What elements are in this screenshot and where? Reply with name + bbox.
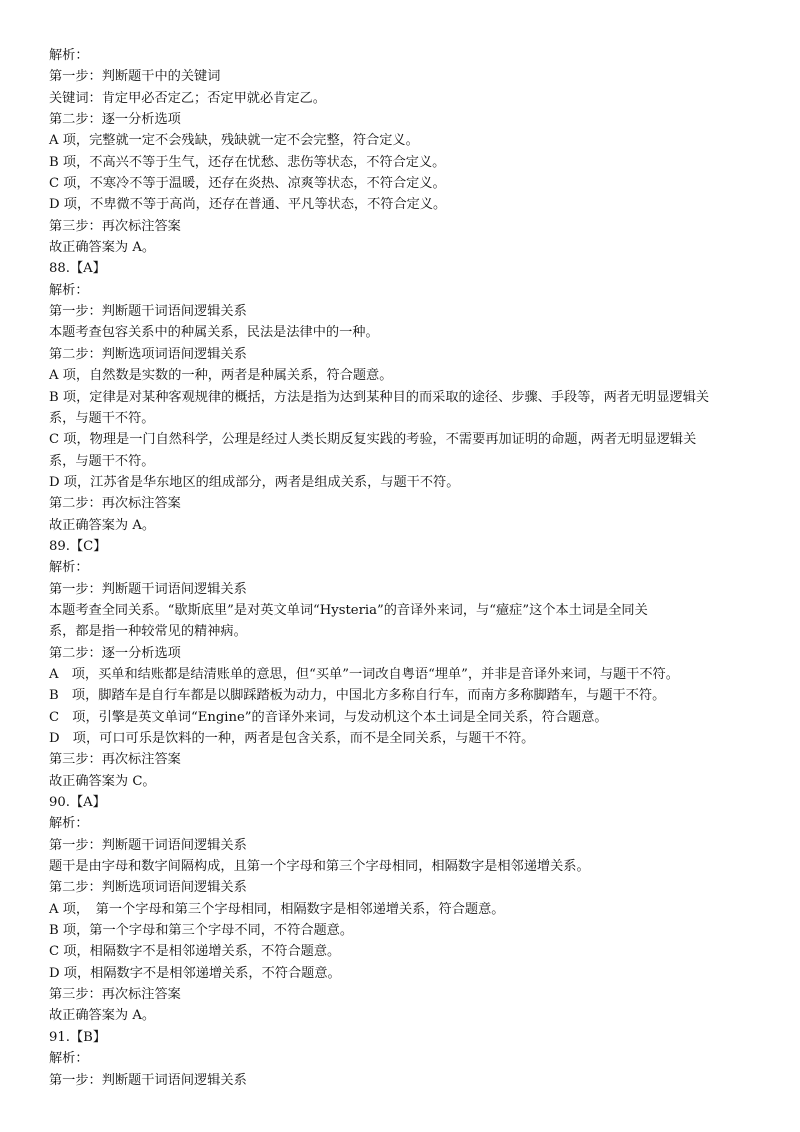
text-line: C 项，引擎是英文单词“Engine”的音译外来词，与发动机这个本土词是全同关系，符合题意。: [49, 709, 608, 725]
text-line: 89.【C】: [49, 538, 107, 554]
text-line: 本题考查包容关系中的种属关系，民法是法律中的一种。: [49, 325, 379, 341]
text-line: 第二步：逐一分析选项: [49, 645, 181, 661]
text-line: 解析：: [49, 282, 89, 298]
text-line: 解析：: [49, 560, 89, 576]
text-line: 第一步：判断题干中的关键词: [49, 69, 221, 85]
text-line: A 项，完整就一定不会残缺，残缺就一定不会完整，符合定义。: [49, 133, 419, 149]
document-body: [49, 45, 761, 1091]
text-line: D 项，相隔数字不是相邻递增关系，不符合题意。: [49, 965, 341, 981]
text-line: 第二步：再次标注答案: [49, 496, 181, 512]
text-line: B 项，脚踏车是自行车都是以脚踩踏板为动力，中国北方多称自行车，而南方多称脚踏车，与题干不符。: [49, 688, 666, 704]
text-line: B 项，第一个字母和第三个字母不同，不符合题意。: [49, 923, 354, 939]
text-line: D 项，江苏省是华东地区的组成部分，两者是组成关系，与题干不符。: [49, 474, 460, 490]
text-line: 解析：: [49, 1051, 89, 1067]
text-line: B 项，定律是对某种客观规律的概括，方法是指为达到某种目的而采取的途径、步骤、手段等，两者无明显逻辑关: [49, 389, 710, 405]
text-line: 故正确答案为 A。: [49, 1008, 156, 1024]
text-line: A 项，自然数是实数的一种，两者是种属关系，符合题意。: [49, 368, 393, 384]
text-line: 系，与题干不符。: [49, 410, 155, 426]
text-line: 第一步：判断题干词语间逻辑关系: [49, 304, 247, 320]
text-line: 系，与题干不符。: [49, 453, 155, 469]
text-line: 系，都是指一种较常见的精神病。: [49, 624, 247, 640]
text-line: 解析：: [49, 816, 89, 832]
text-line: B 项，不高兴不等于生气，还存在忧愁、悲伤等状态，不符合定义。: [49, 154, 446, 170]
text-line: 第二步：逐一分析选项: [49, 112, 181, 128]
text-line: 91.【B】: [49, 1029, 107, 1045]
text-line: 故正确答案为 A。: [49, 240, 156, 256]
text-line: C 项，不寒冷不等于温暖，还存在炎热、凉爽等状态，不符合定义。: [49, 176, 446, 192]
text-line: 第一步：判断题干词语间逻辑关系: [49, 837, 247, 853]
text-line: 第一步：判断题干词语间逻辑关系: [49, 581, 247, 597]
text-line: A 项，买单和结账都是结清账单的意思，但“买单”一词改自粤语“埋单”，并非是音译外来词，与题干不符。: [49, 666, 679, 682]
text-line: 关键词：肯定甲必否定乙；否定甲就必肯定乙。: [49, 90, 326, 106]
text-line: 第二步：判断选项词语间逻辑关系: [49, 346, 247, 362]
text-line: 题干是由字母和数字间隔构成，且第一个字母和第三个字母相同，相隔数字是相邻递增关系。: [49, 859, 590, 875]
text-line: 第一步：判断题干词语间逻辑关系: [49, 1072, 247, 1088]
text-line: 本题考查全同关系。“歇斯底里”是对英文单词“Hysteria”的音译外来词，与“癔症”这个本土词是全同关: [49, 602, 648, 618]
text-line: 解析：: [49, 48, 89, 63]
text-line: 90.【A】: [49, 795, 106, 811]
text-line: 第三步：再次标注答案: [49, 218, 181, 234]
text-line: C 项，物理是一门自然科学，公理是经过人类长期反复实践的考验，不需要再加证明的命题，两者无明显逻辑关: [49, 432, 697, 448]
text-line: D 项，不卑微不等于高尚，还存在普通、平凡等状态，不符合定义。: [49, 197, 447, 213]
text-line: 故正确答案为 A。: [49, 517, 156, 533]
text-line: C 项，相隔数字不是相邻递增关系，不符合题意。: [49, 944, 341, 960]
text-line: A 项， 第一个字母和第三个字母相同，相隔数字是相邻递增关系，符合题意。: [49, 901, 505, 917]
text-line: 第三步：再次标注答案: [49, 752, 181, 768]
text-line: 第二步：判断选项词语间逻辑关系: [49, 880, 247, 896]
text-line: 故正确答案为 C。: [49, 773, 156, 789]
text-line: 88.【A】: [49, 261, 106, 277]
text-line: 第三步：再次标注答案: [49, 987, 181, 1003]
text-line: D 项，可口可乐是饮料的一种，两者是包含关系，而不是全同关系，与题干不符。: [49, 731, 535, 746]
